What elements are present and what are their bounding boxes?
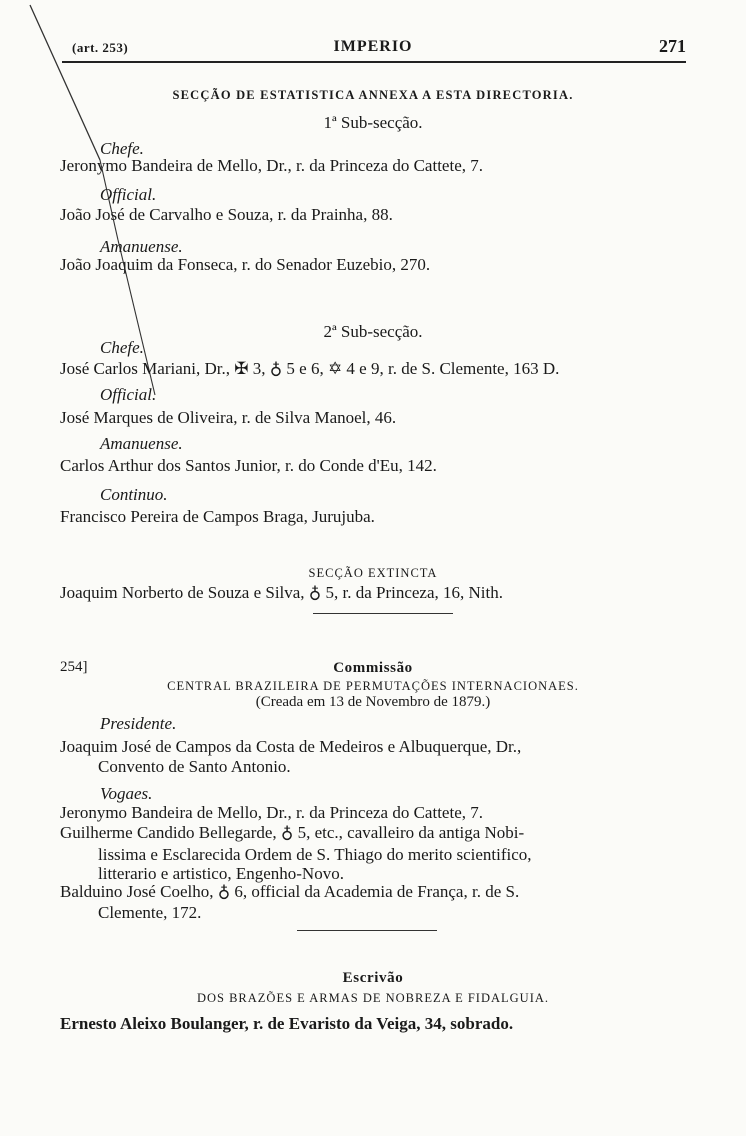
sub2-heading: 2ª Sub-secção.	[323, 322, 423, 341]
separator-rule-1	[313, 613, 453, 614]
commissao-number: 254]	[60, 659, 88, 675]
sub1-official-label: Official.	[100, 185, 157, 204]
header-title: IMPERIO	[333, 38, 413, 55]
sub1-amanuense-label: Amanuense.	[100, 237, 183, 256]
escrivao-title: Escrivão	[342, 970, 404, 986]
vogal-1: Jeronymo Bandeira de Mello, Dr., r. da Princeza do Cattete, 7.	[60, 803, 483, 822]
sub2-official-label: Official.	[100, 385, 157, 404]
section-title: SECÇÃO DE ESTATISTICA ANNEXA A ESTA DIRECTORIA.	[172, 88, 574, 102]
vogal-2-line-3: litterario e artistico, Engenho-Novo.	[98, 864, 344, 883]
pencil-line-1	[30, 5, 100, 160]
vogal-3-line-1: Balduino José Coelho, ♁ 6, official da Academia de França, r. de S.	[60, 882, 520, 901]
sub1-chefe-label: Chefe.	[100, 139, 144, 158]
commissao-subtitle: CENTRAL BRAZILEIRA DE PERMUTAÇÕES INTERNACIONAES.	[167, 679, 579, 693]
extincta-heading: SECÇÃO EXTINCTA	[308, 566, 438, 580]
vogal-2-line-1: Guilherme Candido Bellegarde, ♁ 5, etc., cavalleiro da antiga Nobi-	[60, 823, 525, 842]
sub1-heading: 1ª Sub-secção.	[323, 113, 423, 132]
commissao-created: (Creada em 13 de Novembro de 1879.)	[255, 694, 491, 710]
header-rule	[62, 61, 686, 63]
escrivao-subtitle: DOS BRAZÕES E ARMAS DE NOBREZA E FIDALGUIA.	[196, 991, 550, 1005]
presidente-label: Presidente.	[100, 714, 177, 733]
page-number: 271	[659, 36, 686, 56]
presidente-line-1: Joaquim José de Campos da Costa de Medeiros e Albuquerque, Dr.,	[60, 737, 522, 756]
vogal-3-line-2: Clemente, 172.	[98, 903, 202, 922]
escrivao-entry: Ernesto Aleixo Boulanger, r. de Evaristo da Veiga, 34, sobrado.	[60, 1014, 514, 1033]
sub2-official-entry: José Marques de Oliveira, r. de Silva Manoel, 46.	[60, 408, 397, 427]
sub1-chefe-entry: Jeronymo Bandeira de Mello, Dr., r. da Princeza do Cattete, 7.	[60, 156, 483, 175]
header-article-ref: (art. 253)	[72, 40, 129, 55]
extincta-entry: Joaquim Norberto de Souza e Silva, ♁ 5, r. da Princeza, 16, Nith.	[60, 583, 503, 602]
sub2-amanuense-label: Amanuense.	[100, 434, 183, 453]
sub2-chefe-label: Chefe.	[100, 338, 144, 357]
vogaes-label: Vogaes.	[100, 784, 153, 803]
presidente-line-2: Convento de Santo Antonio.	[98, 757, 291, 776]
vogal-2-line-2: lissima e Esclarecida Ordem de S. Thiago do merito scientifico,	[98, 845, 532, 864]
sub1-official-entry: João José de Carvalho e Souza, r. da Prainha, 88.	[60, 205, 393, 224]
sub2-amanuense-entry: Carlos Arthur dos Santos Junior, r. do Conde d'Eu, 142.	[60, 456, 437, 475]
sub2-continuo-label: Continuo.	[100, 485, 168, 504]
sub1-amanuense-entry: João Joaquim da Fonseca, r. do Senador Euzebio, 270.	[60, 255, 431, 274]
separator-rule-2	[297, 930, 437, 931]
commissao-title: Commissão	[333, 660, 413, 676]
sub2-chefe-entry: José Carlos Mariani, Dr., ✠ 3, ♁ 5 e 6, ✡ 4 e 9, r. de S. Clemente, 163 D.	[60, 359, 560, 378]
sub2-continuo-entry: Francisco Pereira de Campos Braga, Jurujuba.	[60, 507, 375, 526]
